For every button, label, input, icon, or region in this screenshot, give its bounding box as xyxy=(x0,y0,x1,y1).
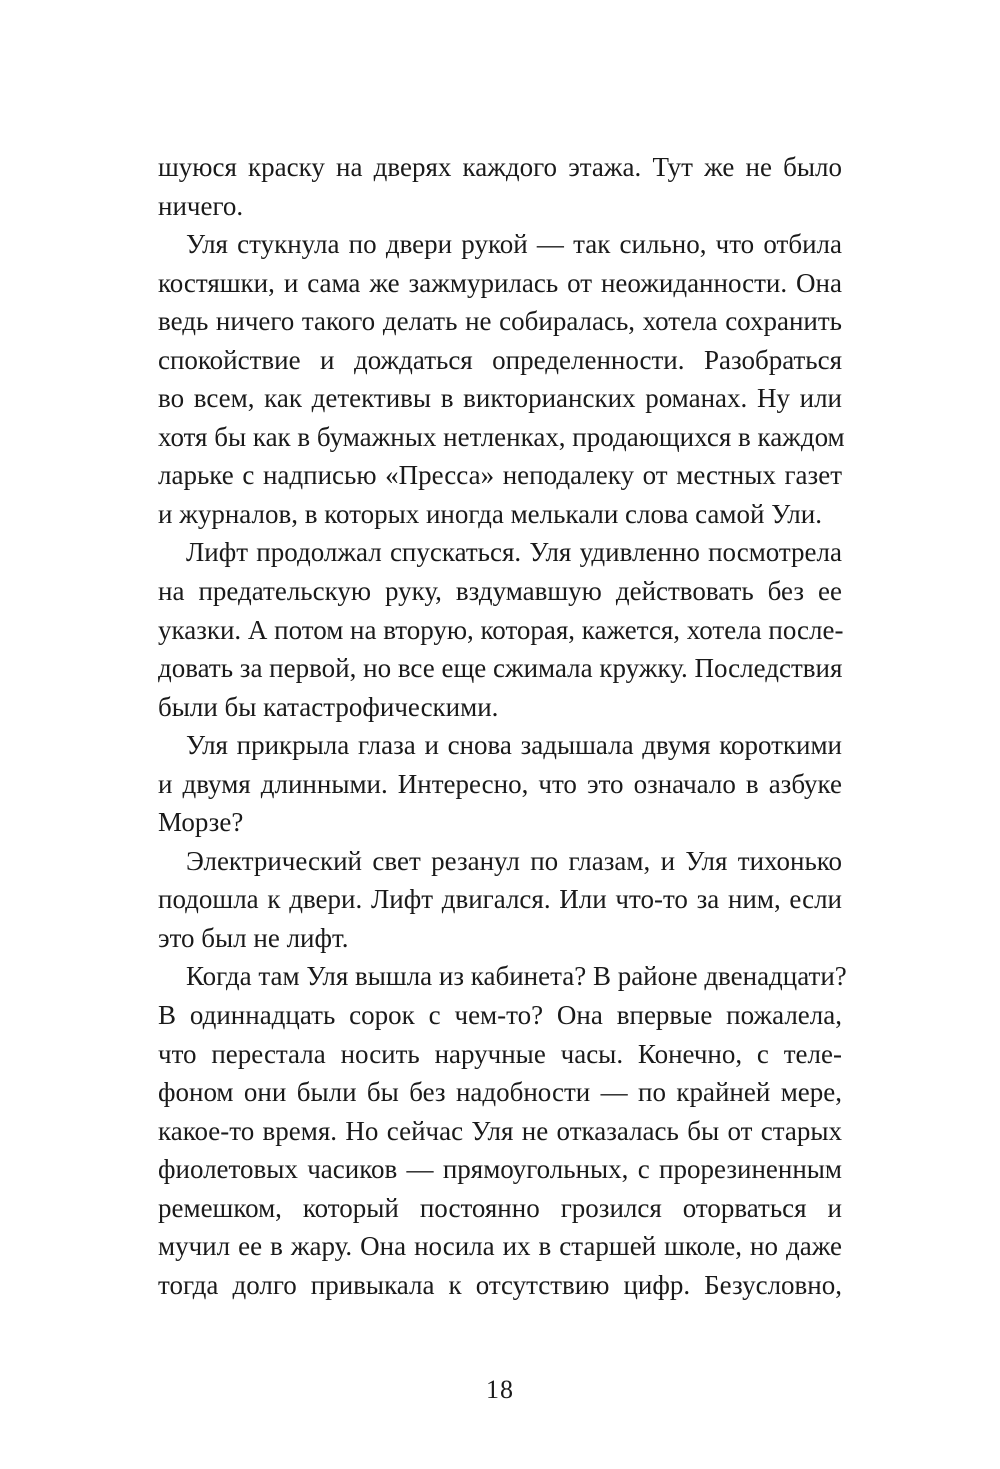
text-line: спокойствие и дождаться определенности. Разобраться xyxy=(158,344,842,375)
text-line: Уля прикрыла глаза и снова задышала двумя короткими xyxy=(186,730,842,761)
text-line: были бы катастрофическими. xyxy=(158,691,499,722)
text-line: мучил ее в жару. Она носила их в старшей школе, но даже xyxy=(158,1231,842,1262)
text-line: что перестала носить наручные часы. Конечно, с теле- xyxy=(158,1038,842,1069)
text-line: ничего. xyxy=(158,190,244,221)
text-line: какое-то время. Но сейчас Уля не отказалась бы от старых xyxy=(158,1115,842,1146)
text-line: это был не лифт. xyxy=(158,922,349,953)
text-line: Уля стукнула по двери рукой — так сильно, что отбила xyxy=(186,229,842,260)
text-line: тогда долго привыкала к отсутствию цифр. Безусловно, xyxy=(158,1269,842,1300)
body-text xyxy=(158,148,847,1304)
text-line: Электрический свет резанул по глазам, и Уля тихонько xyxy=(186,845,842,876)
text-line: В одиннадцать сорок с чем-то? Она впервые пожалела, xyxy=(158,1000,842,1031)
text-line: указки. А потом на вторую, которая, кажется, хотела после- xyxy=(158,614,844,645)
text-line: на предательскую руку, вздумавшую действовать без ее xyxy=(158,576,842,607)
text-line: хотя бы как в бумажных нетленках, продающихся в каждом xyxy=(158,421,845,452)
text-line: ремешком, который постоянно грозился оторваться и xyxy=(158,1192,842,1223)
text-line: костяшки, и сама же зажмурилась от неожиданности. Она xyxy=(158,267,842,298)
text-line: Когда там Уля вышла из кабинета? В районе двенадцати? xyxy=(186,961,847,992)
text-line: и двумя длинными. Интересно, что это означало в азбуке xyxy=(158,768,842,799)
text-line: ларьке с надписью «Пресса» неподалеку от местных газет xyxy=(158,460,842,491)
text-line: довать за первой, но все еще сжимала кружку. Последствия xyxy=(158,653,843,684)
text-line: Морзе? xyxy=(158,807,244,838)
text-line: Лифт продолжал спускаться. Уля удивленно посмотрела xyxy=(186,537,842,568)
text-line: во всем, как детективы в викторианских романах. Ну или xyxy=(158,383,842,414)
text-line: шуюся краску на дверях каждого этажа. Тут же не было xyxy=(158,152,842,182)
text-line: фиолетовых часиков — прямоугольных, с прорезиненным xyxy=(158,1154,842,1185)
text-line: фоном они были бы без надобности — по крайней мере, xyxy=(158,1077,842,1108)
page-number: 18 xyxy=(486,1375,514,1404)
text-line: подошла к двери. Лифт двигался. Или что-то за ним, если xyxy=(158,884,842,915)
text-line: и журналов, в которых иногда мелькали слова самой Ули. xyxy=(158,498,822,529)
text-line: ведь ничего такого делать не собиралась, хотела сохранить xyxy=(158,306,842,337)
